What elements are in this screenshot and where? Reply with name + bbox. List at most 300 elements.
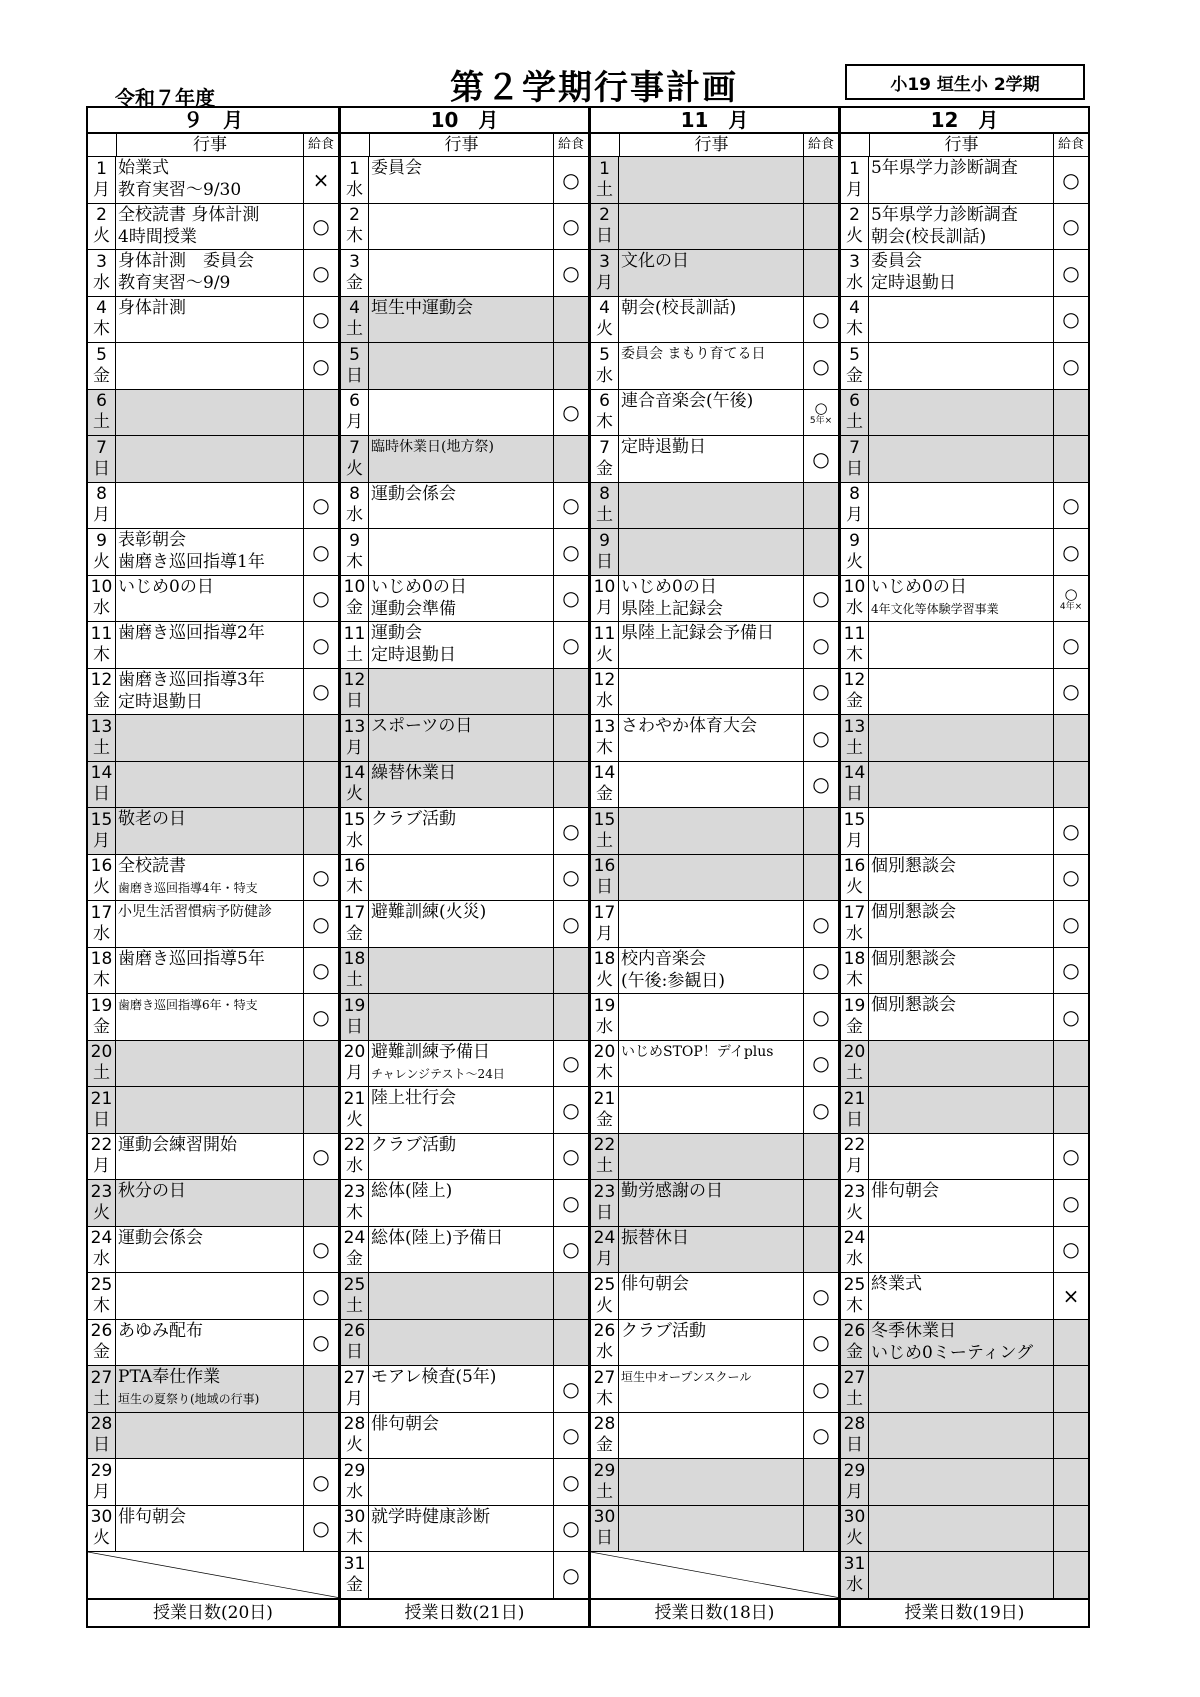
event-cell [619, 529, 804, 575]
lunch-mark [554, 297, 588, 343]
event-cell [116, 529, 304, 575]
weekday: 木 [596, 737, 613, 758]
date-cell [88, 1227, 116, 1273]
date-cell [841, 669, 869, 715]
day-row [841, 250, 1088, 297]
day-row [591, 1180, 838, 1227]
lunch-mark [554, 343, 588, 389]
day-row [591, 622, 838, 669]
month-header: 10 月 [341, 108, 588, 134]
lunch-mark [1054, 250, 1088, 296]
weekday: 火 [846, 226, 863, 247]
weekday: 日 [596, 877, 613, 898]
school-days-count: 授業日数(21日) [341, 1599, 588, 1626]
day-number: 7 [349, 437, 360, 458]
date-cell [591, 1413, 619, 1459]
event-text: PTA奉仕作業 [118, 1367, 221, 1387]
date-cell [88, 1366, 116, 1412]
event-text: 垣生の夏祭り(地域の行事) [118, 1392, 260, 1406]
lunch-mark [1054, 343, 1088, 389]
event-text: 連合音楽会(午後) [621, 390, 754, 411]
weekday: 月 [846, 1156, 863, 1177]
event-column-header: 行事 [870, 134, 1054, 156]
date-cell [341, 436, 369, 482]
date-cell [591, 483, 619, 529]
weekday: 金 [596, 784, 613, 805]
weekday: 日 [93, 1435, 110, 1456]
lunch-mark [554, 948, 588, 994]
day-number: 1 [599, 158, 610, 179]
day-number: 22 [843, 1135, 866, 1156]
event-cell [369, 157, 554, 203]
day-row [591, 436, 838, 483]
lunch-mark [304, 1459, 338, 1505]
lunch-mark [804, 297, 838, 343]
event-cell [369, 529, 554, 575]
lunch-symbol: ○ [312, 586, 330, 611]
event-text: あゆみ配布 [118, 1320, 203, 1341]
date-cell [341, 1134, 369, 1180]
day-number: 23 [843, 1181, 866, 1202]
weekday: 金 [846, 1342, 863, 1363]
day-row [591, 1087, 838, 1134]
event-text: 俳句朝会 [371, 1413, 439, 1434]
day-row [841, 1273, 1088, 1320]
weekday: 金 [596, 1435, 613, 1456]
event-text: 定時退勤日 [621, 437, 706, 457]
weekday: 月 [93, 1481, 110, 1502]
day-row [841, 1366, 1088, 1413]
lunch-symbol: ○ [812, 1004, 830, 1029]
event-cell [369, 483, 554, 529]
month-column [338, 108, 588, 1626]
lunch-symbol: ○ [812, 958, 830, 983]
lunch-mark [804, 250, 838, 296]
weekday: 木 [846, 970, 863, 991]
weekday: 水 [346, 830, 363, 851]
event-cell [619, 483, 804, 529]
day-row [88, 1134, 338, 1181]
event-text: 臨時休業日(地方祭) [371, 439, 494, 455]
weekday: 土 [346, 970, 363, 991]
event-text: 4時間授業 [118, 226, 197, 247]
event-cell [619, 1087, 804, 1133]
event-cell [116, 948, 304, 994]
day-row [341, 1320, 588, 1367]
event-text: さわやか体育大会 [621, 716, 757, 736]
lunch-mark [554, 901, 588, 947]
event-cell [116, 855, 304, 901]
lunch-mark [554, 1506, 588, 1552]
day-row [591, 1320, 838, 1367]
day-number: 22 [343, 1135, 366, 1156]
date-column-header [341, 134, 370, 156]
event-cell [869, 297, 1054, 343]
day-number: 19 [90, 995, 113, 1016]
lunch-mark [804, 390, 838, 436]
day-number: 26 [90, 1321, 113, 1342]
date-cell [341, 622, 369, 668]
day-number: 28 [593, 1414, 616, 1435]
day-row [591, 948, 838, 995]
date-cell [841, 390, 869, 436]
event-cell [369, 204, 554, 250]
event-text: 振替休日 [621, 1227, 689, 1248]
lunch-mark [1054, 1366, 1088, 1412]
day-number: 7 [96, 437, 107, 458]
weekday: 火 [346, 784, 363, 805]
lunch-mark [1054, 529, 1088, 575]
day-row [841, 1227, 1088, 1274]
weekday: 木 [346, 551, 363, 572]
date-cell [591, 1459, 619, 1505]
date-cell [841, 1413, 869, 1459]
weekday: 土 [596, 505, 613, 526]
day-number: 12 [343, 670, 366, 691]
event-cell [116, 1041, 304, 1087]
event-text: 委員会 [371, 158, 422, 178]
lunch-symbol: ○ [312, 260, 330, 285]
weekday: 土 [596, 179, 613, 200]
day-row [341, 948, 588, 995]
day-number: 17 [90, 902, 113, 923]
date-cell [88, 1134, 116, 1180]
day-row [88, 1273, 338, 1320]
weekday: 水 [93, 272, 110, 293]
event-text: 委員会 まもり育てる日 [621, 346, 766, 362]
weekday: 土 [596, 830, 613, 851]
weekday: 火 [346, 458, 363, 479]
event-text: 県陸上記録会予備日 [621, 623, 774, 643]
day-row [591, 1413, 838, 1460]
event-cell [369, 669, 554, 715]
event-text: いじめSTOP！デイplus [621, 1043, 774, 1060]
lunch-mark [1054, 157, 1088, 203]
date-cell [591, 436, 619, 482]
day-row [88, 1366, 338, 1413]
day-row [88, 1320, 338, 1367]
date-cell [341, 762, 369, 808]
date-cell [341, 948, 369, 994]
lunch-mark [804, 529, 838, 575]
event-cell [619, 855, 804, 901]
day-row [341, 1552, 588, 1599]
event-cell [116, 343, 304, 389]
event-cell [116, 901, 304, 947]
day-number: 6 [96, 391, 107, 412]
event-cell [116, 483, 304, 529]
event-cell [619, 808, 804, 854]
date-cell [88, 1320, 116, 1366]
lunch-symbol: × [312, 167, 330, 192]
weekday: 木 [596, 1388, 613, 1409]
event-cell [369, 715, 554, 761]
event-cell [869, 1227, 1054, 1273]
day-row [841, 204, 1088, 251]
day-row [341, 576, 588, 623]
day-number: 13 [343, 716, 366, 737]
weekday: 水 [346, 1156, 363, 1177]
weekday: 水 [346, 505, 363, 526]
day-number: 5 [599, 344, 610, 365]
weekday: 土 [93, 1388, 110, 1409]
lunch-symbol: ○ [812, 1051, 830, 1076]
day-row [88, 483, 338, 530]
event-cell [116, 250, 304, 296]
event-text: 校内音楽会 [621, 948, 706, 969]
lunch-symbol: ○ [1062, 632, 1080, 657]
lunch-mark [804, 343, 838, 389]
weekday: 水 [596, 691, 613, 712]
event-text: スポーツの日 [371, 716, 473, 736]
day-row [841, 1134, 1088, 1181]
event-text: 歯磨き巡回指導6年・特支 [118, 998, 258, 1012]
day-number: 12 [843, 670, 866, 691]
lunch-mark [554, 204, 588, 250]
event-text: 全校読書 [118, 855, 186, 876]
date-cell [88, 715, 116, 761]
event-cell [619, 1180, 804, 1226]
day-number: 14 [593, 763, 616, 784]
event-text: 4年文化等体験学習事業 [871, 601, 999, 616]
event-text: 5年県学力診断調査 [871, 158, 1018, 178]
date-cell [841, 436, 869, 482]
school-days-count: 授業日数(18日) [591, 1599, 838, 1626]
day-number: 14 [843, 763, 866, 784]
date-cell [841, 994, 869, 1040]
lunch-mark [1054, 1273, 1088, 1319]
day-number: 5 [96, 344, 107, 365]
date-cell [841, 1087, 869, 1133]
day-number: 3 [849, 251, 860, 272]
lunch-symbol: ○ [1062, 1237, 1080, 1262]
date-cell [341, 901, 369, 947]
day-row [88, 808, 338, 855]
day-number: 3 [349, 251, 360, 272]
weekday: 火 [93, 551, 110, 572]
day-row [591, 762, 838, 809]
day-row [88, 157, 338, 204]
date-cell [591, 994, 619, 1040]
date-cell [88, 204, 116, 250]
day-number: 11 [843, 623, 866, 644]
day-row [841, 669, 1088, 716]
event-text: 委員会 [871, 251, 922, 271]
day-row [341, 762, 588, 809]
date-cell [841, 762, 869, 808]
day-row [841, 390, 1088, 437]
event-text: 文化の日 [621, 251, 689, 271]
lunch-symbol: ○ [312, 632, 330, 657]
day-number: 28 [843, 1414, 866, 1435]
lunch-symbol: ○ [1062, 167, 1080, 192]
event-text: チャレンジテスト～24日 [371, 1066, 505, 1081]
day-row [88, 529, 338, 576]
lunch-symbol: ○ [812, 1283, 830, 1308]
day-row [591, 1041, 838, 1088]
day-number: 9 [349, 530, 360, 551]
weekday: 火 [93, 877, 110, 898]
lunch-mark [304, 297, 338, 343]
day-number: 6 [349, 391, 360, 412]
day-row [88, 1413, 338, 1460]
lunch-mark [804, 1506, 838, 1552]
day-number: 29 [593, 1460, 616, 1481]
lunch-symbol: ○ [312, 958, 330, 983]
weekday: 金 [93, 365, 110, 386]
event-cell [369, 1366, 554, 1412]
lunch-symbol: ○ [312, 1283, 330, 1308]
lunch-symbol: ○ [562, 400, 580, 425]
weekday: 日 [596, 226, 613, 247]
weekday: 土 [846, 1063, 863, 1084]
lunch-symbol: ○ [814, 398, 828, 417]
day-number: 10 [593, 577, 616, 598]
day-row [341, 1273, 588, 1320]
event-text: 歯磨き巡回指導4年・特支 [118, 880, 258, 895]
date-cell [841, 250, 869, 296]
day-number: 17 [343, 902, 366, 923]
lunch-symbol: ○ [312, 493, 330, 518]
date-cell [341, 529, 369, 575]
lunch-symbol: ○ [562, 911, 580, 936]
event-cell [369, 855, 554, 901]
day-row [88, 1180, 338, 1227]
lunch-symbol: ○ [812, 1376, 830, 1401]
lunch-symbol: ○ [1062, 1144, 1080, 1169]
lunch-symbol: ○ [1064, 584, 1078, 603]
lunch-mark [304, 390, 338, 436]
event-cell [619, 343, 804, 389]
weekday: 日 [93, 1109, 110, 1130]
month-header: 12 月 [841, 108, 1088, 134]
lunch-mark [1054, 436, 1088, 482]
day-number: 22 [593, 1135, 616, 1156]
lunch-symbol: ○ [562, 1097, 580, 1122]
date-cell [341, 1552, 369, 1598]
lunch-symbol: ○ [562, 818, 580, 843]
date-cell [341, 1366, 369, 1412]
date-cell [88, 1041, 116, 1087]
event-cell [116, 1087, 304, 1133]
lunch-mark [1054, 204, 1088, 250]
day-number: 18 [593, 949, 616, 970]
event-text: 垣生中オープンスクール [621, 1370, 752, 1384]
fiscal-year-label: 令和７年度 [115, 86, 215, 110]
lunch-symbol: ○ [812, 1097, 830, 1122]
event-cell [116, 1320, 304, 1366]
date-cell [341, 390, 369, 436]
event-cell [619, 762, 804, 808]
weekday: 月 [596, 272, 613, 293]
date-cell [88, 390, 116, 436]
event-cell [619, 204, 804, 250]
event-text: 5年県学力診断調査 [871, 204, 1018, 225]
event-cell [619, 715, 804, 761]
day-row [591, 1459, 838, 1506]
lunch-mark [304, 1227, 338, 1273]
event-cell [369, 1087, 554, 1133]
day-row [88, 1041, 338, 1088]
lunch-mark [304, 250, 338, 296]
lunch-column-header: 給食 [807, 137, 834, 152]
day-row [841, 1552, 1088, 1599]
day-number: 13 [90, 716, 113, 737]
date-cell [841, 1320, 869, 1366]
day-number: 10 [90, 577, 113, 598]
lunch-mark [304, 343, 338, 389]
event-cell [869, 808, 1054, 854]
event-text: 俳句朝会 [118, 1506, 186, 1527]
date-cell [341, 1459, 369, 1505]
weekday: 木 [93, 644, 110, 665]
event-text: 朝会(校長訓話) [871, 226, 987, 247]
day-row [341, 994, 588, 1041]
day-number: 4 [599, 298, 610, 319]
lunch-mark [1054, 576, 1088, 622]
event-text: 終業式 [871, 1274, 922, 1294]
column-header-row [341, 134, 588, 157]
lunch-symbol: ○ [1062, 260, 1080, 285]
lunch-mark [554, 1366, 588, 1412]
day-row [341, 483, 588, 530]
event-text: 俳句朝会 [621, 1274, 689, 1294]
event-text: 個別懇談会 [871, 995, 956, 1015]
day-row [341, 1134, 588, 1181]
lunch-mark [1054, 808, 1088, 854]
lunch-mark [554, 622, 588, 668]
lunch-mark [1054, 1552, 1088, 1598]
lunch-mark [304, 669, 338, 715]
date-cell [591, 529, 619, 575]
lunch-mark [304, 948, 338, 994]
event-cell [116, 762, 304, 808]
date-cell [591, 1087, 619, 1133]
date-cell [88, 669, 116, 715]
event-text: クラブ活動 [371, 809, 456, 829]
lunch-mark [554, 1180, 588, 1226]
unused-day-cell [88, 1552, 338, 1599]
event-column-header: 行事 [620, 134, 804, 156]
day-number: 1 [349, 158, 360, 179]
event-cell [869, 1273, 1054, 1319]
weekday: 火 [596, 644, 613, 665]
lunch-mark [304, 1180, 338, 1226]
event-cell [619, 250, 804, 296]
lunch-symbol: ○ [312, 307, 330, 332]
date-cell [841, 1227, 869, 1273]
lunch-mark [304, 762, 338, 808]
weekday: 水 [93, 923, 110, 944]
weekday: 金 [346, 1249, 363, 1270]
day-number: 20 [343, 1042, 366, 1063]
event-cell [619, 901, 804, 947]
event-cell [869, 622, 1054, 668]
weekday: 金 [846, 365, 863, 386]
day-row [841, 436, 1088, 483]
lunch-symbol: ○ [1062, 865, 1080, 890]
weekday: 土 [846, 737, 863, 758]
lunch-symbol: ○ [562, 1376, 580, 1401]
event-cell [369, 1459, 554, 1505]
date-cell [591, 1320, 619, 1366]
weekday: 水 [346, 1481, 363, 1502]
event-cell [116, 1227, 304, 1273]
lunch-mark [804, 1459, 838, 1505]
lunch-note: 5年× [809, 415, 833, 426]
event-text: 陸上壮行会 [371, 1088, 456, 1108]
event-cell [869, 1180, 1054, 1226]
